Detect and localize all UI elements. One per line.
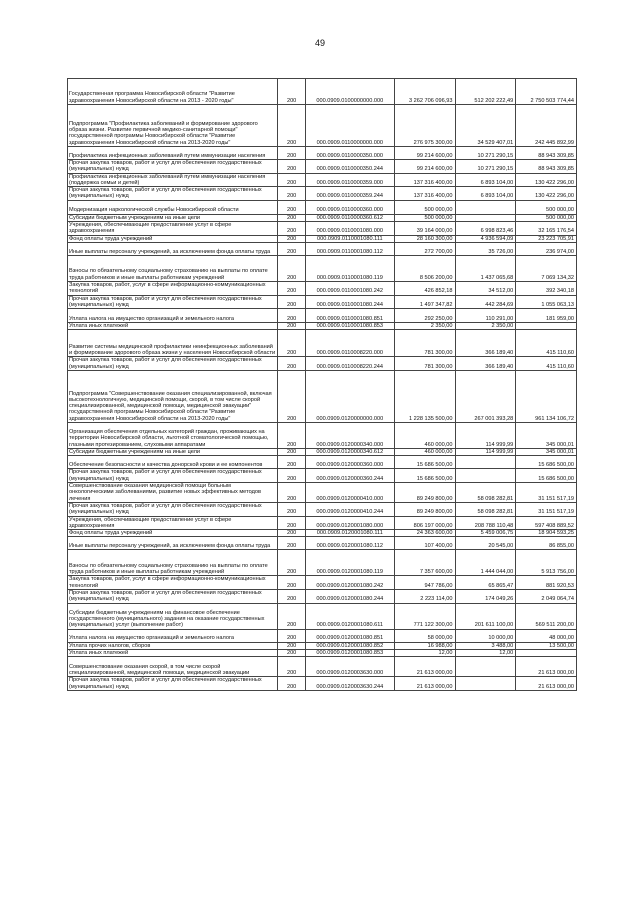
budget-code-cell: 000.0909.0110000360.612 <box>305 214 394 221</box>
remaining-amount-cell: 130 422 296,00 <box>516 187 577 201</box>
admin-code-cell: 200 <box>278 629 305 642</box>
executed-amount-cell <box>455 456 516 469</box>
remaining-amount-cell: 48 000,00 <box>516 629 577 642</box>
executed-amount-cell: 3 488,00 <box>455 642 516 649</box>
approved-amount-cell: 107 400,00 <box>394 537 455 550</box>
executed-amount-cell <box>455 677 516 691</box>
approved-amount-cell: 1 497 347,82 <box>394 295 455 309</box>
remaining-amount-cell: 15 686 500,00 <box>516 469 577 483</box>
approved-amount-cell: 21 613 000,00 <box>394 657 455 677</box>
admin-code-cell: 200 <box>278 469 305 483</box>
table-row <box>68 200 577 214</box>
table-row <box>68 603 577 629</box>
admin-code-cell: 200 <box>278 255 305 281</box>
approved-amount-cell: 89 249 800,00 <box>394 482 455 502</box>
approved-amount-cell: 781 300,00 <box>394 357 455 371</box>
row-name-cell: Совершенствование оказания медицинской помощи больным онкологическими заболеваниями, развитие новых эффективных методов лечения <box>68 482 278 502</box>
row-name-cell: Закупка товаров, работ, услуг в сфере информационно-коммуникационных технологий <box>68 281 278 295</box>
budget-code-cell: 000.0909.0110001080.853 <box>305 323 394 330</box>
admin-code-cell: 200 <box>278 590 305 604</box>
budget-code-cell: 000.0909.0120000360.000 <box>305 456 394 469</box>
approved-amount-cell: 947 786,00 <box>394 576 455 590</box>
approved-amount-cell: 99 214 600,00 <box>394 147 455 160</box>
remaining-amount-cell: 2 750 503 774,44 <box>516 79 577 105</box>
approved-amount-cell: 500 000,00 <box>394 214 455 221</box>
row-name-cell: Субсидии бюджетным учреждениям на финансовое обеспечение государственного (муниципального) задания на оказание государственных (муниципальных) услуг (выполнение работ) <box>68 603 278 629</box>
table-row <box>68 677 577 691</box>
budget-code-cell: 000.0909.0110001080.000 <box>305 222 394 236</box>
approved-amount-cell: 24 363 600,00 <box>394 530 455 537</box>
approved-amount-cell: 15 686 500,00 <box>394 456 455 469</box>
executed-amount-cell: 5 459 006,75 <box>455 530 516 537</box>
budget-code-cell: 000.0909.0120000000.000 <box>305 371 394 423</box>
approved-amount-cell: 7 357 600,00 <box>394 550 455 576</box>
table-row <box>68 309 577 323</box>
remaining-amount-cell: 23 223 705,91 <box>516 235 577 242</box>
remaining-amount-cell: 18 904 593,25 <box>516 530 577 537</box>
table-row <box>68 160 577 174</box>
executed-amount-cell <box>455 214 516 221</box>
row-name-cell: Подпрограмма "Профилактика заболеваний и формирование здорового образа жизни. Развитие первичной медико-санитарной помощи" государственной программы Новосибирской области "Развитие здравоохранения Новосибирской области на 2013-2020 годы" <box>68 105 278 147</box>
row-name-cell: Иные выплаты персоналу учреждений, за исключением фонда оплаты труда <box>68 537 278 550</box>
approved-amount-cell: 500 000,00 <box>394 200 455 214</box>
row-name-cell: Прочая закупка товаров, работ и услуг для обеспечения государственных (муниципальных) нужд <box>68 160 278 174</box>
budget-code-cell: 000.0909.0110008220.000 <box>305 330 394 357</box>
admin-code-cell: 200 <box>278 200 305 214</box>
table-row <box>68 502 577 516</box>
row-name-cell: Уплата иных платежей <box>68 323 278 330</box>
table-row <box>68 173 577 187</box>
table-row <box>68 281 577 295</box>
executed-amount-cell: 10 000,00 <box>455 629 516 642</box>
admin-code-cell: 200 <box>278 603 305 629</box>
remaining-amount-cell: 569 511 200,00 <box>516 603 577 629</box>
remaining-amount-cell: 7 069 134,32 <box>516 255 577 281</box>
row-name-cell: Модернизация наркологической службы Новосибирской области <box>68 200 278 214</box>
budget-code-cell: 000.0909.0110001080.111 <box>305 235 394 242</box>
table-row <box>68 187 577 201</box>
executed-amount-cell: 6 893 104,00 <box>455 173 516 187</box>
executed-amount-cell: 114 999,99 <box>455 449 516 456</box>
budget-code-cell: 000.0909.0120001080.853 <box>305 649 394 656</box>
remaining-amount-cell: 345 000,01 <box>516 423 577 449</box>
executed-amount-cell <box>455 469 516 483</box>
remaining-amount-cell: 500 000,00 <box>516 200 577 214</box>
approved-amount-cell: 2 223 114,00 <box>394 590 455 604</box>
executed-amount-cell <box>455 200 516 214</box>
table-row <box>68 255 577 281</box>
remaining-amount-cell: 181 959,00 <box>516 309 577 323</box>
table-row <box>68 469 577 483</box>
budget-code-cell: 000.0909.0120003630.000 <box>305 657 394 677</box>
row-name-cell: Взносы по обязательному социальному страхованию на выплаты по оплате труда работников и иные выплаты работникам учреждений <box>68 255 278 281</box>
remaining-amount-cell: 130 422 296,00 <box>516 173 577 187</box>
executed-amount-cell: 2 350,00 <box>455 323 516 330</box>
admin-code-cell: 200 <box>278 576 305 590</box>
approved-amount-cell: 89 249 800,00 <box>394 502 455 516</box>
remaining-amount-cell: 31 151 517,19 <box>516 482 577 502</box>
row-name-cell: Взносы по обязательному социальному страхованию на выплаты по оплате труда работников и иные выплаты работникам учреждений <box>68 550 278 576</box>
budget-table <box>67 78 577 691</box>
remaining-amount-cell: 236 974,00 <box>516 242 577 255</box>
row-name-cell: Прочая закупка товаров, работ и услуг для обеспечения государственных (муниципальных) нужд <box>68 469 278 483</box>
page-number: 49 <box>314 38 325 48</box>
remaining-amount-cell: 597 408 889,52 <box>516 516 577 530</box>
remaining-amount-cell: 345 000,01 <box>516 449 577 456</box>
table-row <box>68 449 577 456</box>
table-row <box>68 576 577 590</box>
executed-amount-cell: 174 049,26 <box>455 590 516 604</box>
admin-code-cell: 200 <box>278 530 305 537</box>
approved-amount-cell: 3 262 706 096,93 <box>394 79 455 105</box>
budget-code-cell: 000.0909.0110000360.000 <box>305 200 394 214</box>
table-row <box>68 642 577 649</box>
remaining-amount-cell: 31 151 517,19 <box>516 502 577 516</box>
budget-code-cell: 000.0909.0100000000.000 <box>305 79 394 105</box>
remaining-amount-cell <box>516 649 577 656</box>
row-name-cell: Профилактика инфекционных заболеваний путем иммунизации населения (поддержка семьи и детей) <box>68 173 278 187</box>
approved-amount-cell: 15 686 500,00 <box>394 469 455 483</box>
admin-code-cell: 200 <box>278 456 305 469</box>
admin-code-cell: 200 <box>278 357 305 371</box>
table-row <box>68 537 577 550</box>
row-name-cell: Субсидии бюджетным учреждениям на иные цели <box>68 214 278 221</box>
budget-code-cell: 000.0909.0120000340.000 <box>305 423 394 449</box>
remaining-amount-cell: 500 000,00 <box>516 214 577 221</box>
approved-amount-cell: 21 613 000,00 <box>394 677 455 691</box>
budget-code-cell: 000.0909.0120000410.000 <box>305 482 394 502</box>
budget-code-cell: 000.0909.0110008220.244 <box>305 357 394 371</box>
row-name-cell: Уплата налога на имущество организаций и земельного налога <box>68 629 278 642</box>
remaining-amount-cell: 32 165 176,54 <box>516 222 577 236</box>
executed-amount-cell: 366 189,40 <box>455 330 516 357</box>
table-row <box>68 516 577 530</box>
executed-amount-cell: 366 189,40 <box>455 357 516 371</box>
remaining-amount-cell: 2 049 064,74 <box>516 590 577 604</box>
admin-code-cell: 200 <box>278 79 305 105</box>
admin-code-cell: 200 <box>278 214 305 221</box>
table-row <box>68 214 577 221</box>
budget-code-cell: 000.0909.0120001080.244 <box>305 590 394 604</box>
budget-code-cell: 000.0909.0120001080.242 <box>305 576 394 590</box>
admin-code-cell: 200 <box>278 105 305 147</box>
admin-code-cell: 200 <box>278 235 305 242</box>
table-row <box>68 456 577 469</box>
row-name-cell: Фонд оплаты труда учреждений <box>68 235 278 242</box>
executed-amount-cell: 58 098 282,81 <box>455 482 516 502</box>
executed-amount-cell: 1 444 044,00 <box>455 550 516 576</box>
approved-amount-cell: 99 214 600,00 <box>394 160 455 174</box>
approved-amount-cell: 12,00 <box>394 649 455 656</box>
table-row <box>68 482 577 502</box>
executed-amount-cell: 4 936 594,09 <box>455 235 516 242</box>
executed-amount-cell <box>455 657 516 677</box>
executed-amount-cell: 114 999,99 <box>455 423 516 449</box>
budget-code-cell: 000.0909.0120000360.244 <box>305 469 394 483</box>
executed-amount-cell: 34 529 407,01 <box>455 105 516 147</box>
table-row <box>68 550 577 576</box>
row-name-cell: Субсидии бюджетным учреждениям на иные цели <box>68 449 278 456</box>
approved-amount-cell: 1 228 135 500,00 <box>394 371 455 423</box>
row-name-cell: Государственная программа Новосибирской области "Развитие здравоохранения Новосибирской области на 2013 - 2020 годы" <box>68 79 278 105</box>
budget-code-cell: 000.0909.0110001080.112 <box>305 242 394 255</box>
executed-amount-cell: 12,00 <box>455 649 516 656</box>
executed-amount-cell: 208 788 110,48 <box>455 516 516 530</box>
admin-code-cell: 200 <box>278 222 305 236</box>
executed-amount-cell: 1 437 065,68 <box>455 255 516 281</box>
budget-code-cell: 000.0909.0120001080.000 <box>305 516 394 530</box>
executed-amount-cell: 267 001 393,28 <box>455 371 516 423</box>
table-row <box>68 105 577 147</box>
budget-code-cell: 000.0909.0120001080.852 <box>305 642 394 649</box>
admin-code-cell: 200 <box>278 330 305 357</box>
executed-amount-cell: 512 202 222,49 <box>455 79 516 105</box>
row-name-cell: Прочая закупка товаров, работ и услуг для обеспечения государственных (муниципальных) нужд <box>68 590 278 604</box>
admin-code-cell: 200 <box>278 550 305 576</box>
budget-code-cell: 000.0909.0120001080.111 <box>305 530 394 537</box>
row-name-cell: Учреждения, обеспечивающие предоставление услуг в сфере здравоохранения <box>68 516 278 530</box>
row-name-cell: Уплата прочих налогов, сборов <box>68 642 278 649</box>
row-name-cell: Прочая закупка товаров, работ и услуг для обеспечения государственных (муниципальных) нужд <box>68 502 278 516</box>
row-name-cell: Прочая закупка товаров, работ и услуг для обеспечения государственных (муниципальных) нужд <box>68 357 278 371</box>
row-name-cell: Профилактика инфекционных заболеваний путем иммунизации населения <box>68 147 278 160</box>
budget-code-cell: 000.0909.0110001080.244 <box>305 295 394 309</box>
table-row <box>68 629 577 642</box>
admin-code-cell: 200 <box>278 160 305 174</box>
approved-amount-cell: 292 250,00 <box>394 309 455 323</box>
approved-amount-cell: 58 000,00 <box>394 629 455 642</box>
remaining-amount-cell: 21 613 000,00 <box>516 677 577 691</box>
budget-code-cell: 000.0909.0110000359.244 <box>305 187 394 201</box>
admin-code-cell: 200 <box>278 423 305 449</box>
admin-code-cell: 200 <box>278 242 305 255</box>
budget-code-cell: 000.0909.0110000359.000 <box>305 173 394 187</box>
remaining-amount-cell: 86 855,00 <box>516 537 577 550</box>
admin-code-cell: 200 <box>278 323 305 330</box>
admin-code-cell: 200 <box>278 173 305 187</box>
admin-code-cell: 200 <box>278 657 305 677</box>
table-row <box>68 323 577 330</box>
admin-code-cell: 200 <box>278 295 305 309</box>
admin-code-cell: 200 <box>278 516 305 530</box>
row-name-cell: Прочая закупка товаров, работ и услуг для обеспечения государственных (муниципальных) нужд <box>68 295 278 309</box>
budget-code-cell: 000.0909.0120003630.244 <box>305 677 394 691</box>
remaining-amount-cell: 961 134 106,72 <box>516 371 577 423</box>
row-name-cell: Развитие системы медицинской профилактики неинфекционных заболеваний и формирование здорового образа жизни у населения Новосибирской области <box>68 330 278 357</box>
remaining-amount-cell: 242 445 892,99 <box>516 105 577 147</box>
executed-amount-cell: 65 865,47 <box>455 576 516 590</box>
approved-amount-cell: 276 975 300,00 <box>394 105 455 147</box>
remaining-amount-cell: 1 055 063,13 <box>516 295 577 309</box>
table-row <box>68 222 577 236</box>
remaining-amount-cell: 881 920,53 <box>516 576 577 590</box>
executed-amount-cell: 110 291,00 <box>455 309 516 323</box>
table-row <box>68 79 577 105</box>
row-name-cell: Организация обеспечения отдельных категорий граждан, проживающих на территории Новосибирской области, льготной стоматологической помощью, глазными протезированием, слуховыми аппаратами <box>68 423 278 449</box>
remaining-amount-cell: 5 913 756,00 <box>516 550 577 576</box>
admin-code-cell: 200 <box>278 309 305 323</box>
approved-amount-cell: 781 300,00 <box>394 330 455 357</box>
admin-code-cell: 200 <box>278 147 305 160</box>
row-name-cell: Совершенствование оказания скорой, в том числе скорой специализированной, медицинской помощи, медицинской эвакуации <box>68 657 278 677</box>
row-name-cell: Фонд оплаты труда учреждений <box>68 530 278 537</box>
row-name-cell: Закупка товаров, работ, услуг в сфере информационно-коммуникационных технологий <box>68 576 278 590</box>
admin-code-cell: 200 <box>278 482 305 502</box>
budget-code-cell: 000.0909.0120000340.612 <box>305 449 394 456</box>
admin-code-cell: 200 <box>278 187 305 201</box>
row-name-cell: Подпрограмма "Совершенствование оказания специализированной, включая высокотехнологичную, медицинской помощи, скорой, в том числе скорой специализированной, медицинской помощи, медицинской эвакуации" государственной программы Новосибирской области "Развитие здравоохранения Новосибирской области на 2013-2020 годы" <box>68 371 278 423</box>
budget-code-cell: 000.0909.0110000000.000 <box>305 105 394 147</box>
remaining-amount-cell: 392 340,18 <box>516 281 577 295</box>
table-row <box>68 357 577 371</box>
budget-code-cell: 000.0909.0110000350.244 <box>305 160 394 174</box>
approved-amount-cell: 426 852,18 <box>394 281 455 295</box>
table-row <box>68 371 577 423</box>
remaining-amount-cell: 15 686 500,00 <box>516 456 577 469</box>
row-name-cell: Уплата иных платежей <box>68 649 278 656</box>
budget-code-cell: 000.0909.0120001080.119 <box>305 550 394 576</box>
table-row <box>68 147 577 160</box>
admin-code-cell: 200 <box>278 371 305 423</box>
budget-code-cell: 000.0909.0110001080.851 <box>305 309 394 323</box>
remaining-amount-cell: 13 500,00 <box>516 642 577 649</box>
remaining-amount-cell: 415 110,60 <box>516 357 577 371</box>
table-row <box>68 423 577 449</box>
row-name-cell: Учреждения, обеспечивающие предоставление услуг в сфере здравоохранения <box>68 222 278 236</box>
admin-code-cell: 200 <box>278 677 305 691</box>
remaining-amount-cell: 21 613 000,00 <box>516 657 577 677</box>
budget-code-cell: 000.0909.0120001080.851 <box>305 629 394 642</box>
approved-amount-cell: 460 000,00 <box>394 423 455 449</box>
table-row <box>68 242 577 255</box>
admin-code-cell: 200 <box>278 449 305 456</box>
table-row <box>68 657 577 677</box>
budget-code-cell: 000.0909.0110001080.242 <box>305 281 394 295</box>
executed-amount-cell: 6 998 823,46 <box>455 222 516 236</box>
table-row <box>68 649 577 656</box>
executed-amount-cell: 6 893 104,00 <box>455 187 516 201</box>
approved-amount-cell: 28 160 300,00 <box>394 235 455 242</box>
approved-amount-cell: 137 316 400,00 <box>394 187 455 201</box>
remaining-amount-cell: 415 110,60 <box>516 330 577 357</box>
executed-amount-cell: 10 271 290,15 <box>455 147 516 160</box>
table-row <box>68 330 577 357</box>
budget-code-cell: 000.0909.0120000410.244 <box>305 502 394 516</box>
row-name-cell: Иные выплаты персоналу учреждений, за исключением фонда оплаты труда <box>68 242 278 255</box>
budget-code-cell: 000.0909.0120001080.611 <box>305 603 394 629</box>
executed-amount-cell: 442 284,69 <box>455 295 516 309</box>
executed-amount-cell: 10 271 290,15 <box>455 160 516 174</box>
remaining-amount-cell: 88 943 309,85 <box>516 160 577 174</box>
table-row <box>68 530 577 537</box>
approved-amount-cell: 16 988,00 <box>394 642 455 649</box>
budget-code-cell: 000.0909.0110000350.000 <box>305 147 394 160</box>
row-name-cell: Прочая закупка товаров, работ и услуг для обеспечения государственных (муниципальных) нужд <box>68 187 278 201</box>
budget-code-cell: 000.0909.0110001080.119 <box>305 255 394 281</box>
row-name-cell: Обеспечение безопасности и качества донорской крови и ее компонентов <box>68 456 278 469</box>
row-name-cell: Прочая закупка товаров, работ и услуг для обеспечения государственных (муниципальных) нужд <box>68 677 278 691</box>
admin-code-cell: 200 <box>278 537 305 550</box>
admin-code-cell: 200 <box>278 281 305 295</box>
executed-amount-cell: 20 545,00 <box>455 537 516 550</box>
approved-amount-cell: 2 350,00 <box>394 323 455 330</box>
approved-amount-cell: 8 506 200,00 <box>394 255 455 281</box>
approved-amount-cell: 460 000,00 <box>394 449 455 456</box>
admin-code-cell: 200 <box>278 642 305 649</box>
approved-amount-cell: 806 197 000,00 <box>394 516 455 530</box>
row-name-cell: Уплата налога на имущество организаций и земельного налога <box>68 309 278 323</box>
executed-amount-cell: 58 098 282,81 <box>455 502 516 516</box>
remaining-amount-cell <box>516 323 577 330</box>
approved-amount-cell: 272 700,00 <box>394 242 455 255</box>
admin-code-cell: 200 <box>278 649 305 656</box>
remaining-amount-cell: 88 943 309,85 <box>516 147 577 160</box>
table-row <box>68 590 577 604</box>
admin-code-cell: 200 <box>278 502 305 516</box>
executed-amount-cell: 201 611 100,00 <box>455 603 516 629</box>
approved-amount-cell: 137 316 400,00 <box>394 173 455 187</box>
executed-amount-cell: 34 512,00 <box>455 281 516 295</box>
approved-amount-cell: 771 122 300,00 <box>394 603 455 629</box>
budget-code-cell: 000.0909.0120001080.112 <box>305 537 394 550</box>
executed-amount-cell: 35 726,00 <box>455 242 516 255</box>
approved-amount-cell: 39 164 000,00 <box>394 222 455 236</box>
table-row <box>68 295 577 309</box>
table-row <box>68 235 577 242</box>
